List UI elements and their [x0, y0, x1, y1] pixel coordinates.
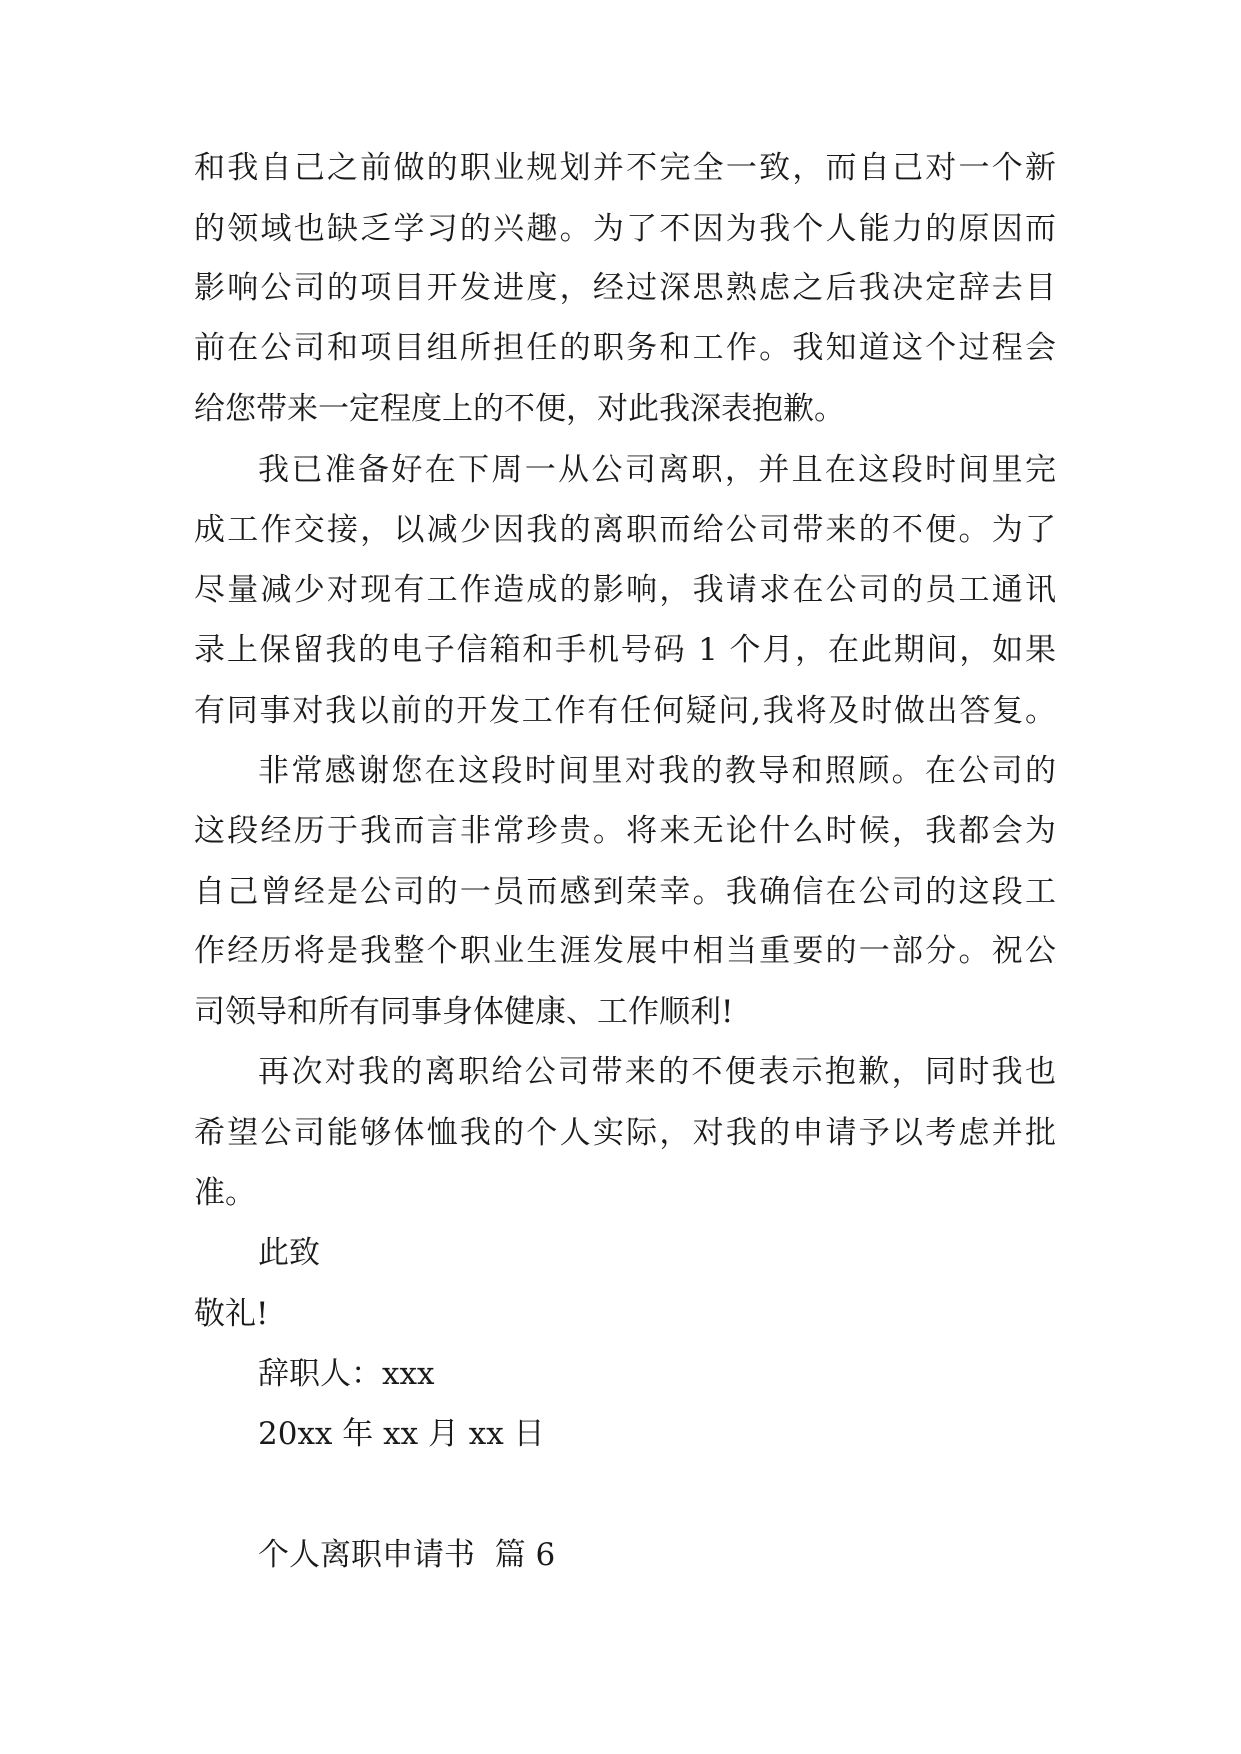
body-line: 尽量减少对现有工作造成的影响，我请求在公司的员工通讯: [194, 572, 1056, 608]
signer-line: 辞职人：xxx: [258, 1356, 435, 1392]
section-title: 个人离职申请书 篇 6: [258, 1537, 556, 1573]
body-line: 希望公司能够体恤我的个人实际，对我的申请予以考虑并批: [194, 1115, 1056, 1151]
date-line: 20xx 年 xx 月 xx 日: [258, 1416, 545, 1452]
body-line: 司领导和所有同事身体健康、工作顺利!: [194, 994, 734, 1030]
body-line: 给您带来一定程度上的不便，对此我深表抱歉。: [194, 391, 845, 427]
body-line: 有同事对我以前的开发工作有任何疑问,我将及时做出答复。: [194, 693, 1056, 729]
paragraph-first-line: 再次对我的离职给公司带来的不便表示抱歉，同时我也: [258, 1054, 1056, 1090]
body-line: 录上保留我的电子信箱和手机号码 1 个月，在此期间，如果: [194, 632, 1056, 668]
closing-line: 此致: [258, 1235, 320, 1271]
body-line: 的领域也缺乏学习的兴趣。为了不因为我个人能力的原因而: [194, 211, 1056, 247]
salutation-line: 敬礼!: [194, 1296, 269, 1332]
body-line: 影响公司的项目开发进度，经过深思熟虑之后我决定辞去目: [194, 270, 1056, 306]
body-line: 这段经历于我而言非常珍贵。将来无论什么时候，我都会为: [194, 813, 1056, 849]
body-line: 成工作交接，以减少因我的离职而给公司带来的不便。为了: [194, 512, 1056, 548]
body-line: 作经历将是我整个职业生涯发展中相当重要的一部分。祝公: [194, 933, 1056, 969]
paragraph-first-line: 我已准备好在下周一从公司离职，并且在这段时间里完: [258, 452, 1056, 488]
body-line: 准。: [194, 1175, 256, 1211]
body-line: 自己曾经是公司的一员而感到荣幸。我确信在公司的这段工: [194, 874, 1056, 910]
body-line: 和我自己之前做的职业规划并不完全一致，而自己对一个新: [194, 150, 1056, 186]
paragraph-first-line: 非常感谢您在这段时间里对我的教导和照顾。在公司的: [258, 753, 1056, 789]
body-line: 前在公司和项目组所担任的职务和工作。我知道这个过程会: [194, 330, 1056, 366]
